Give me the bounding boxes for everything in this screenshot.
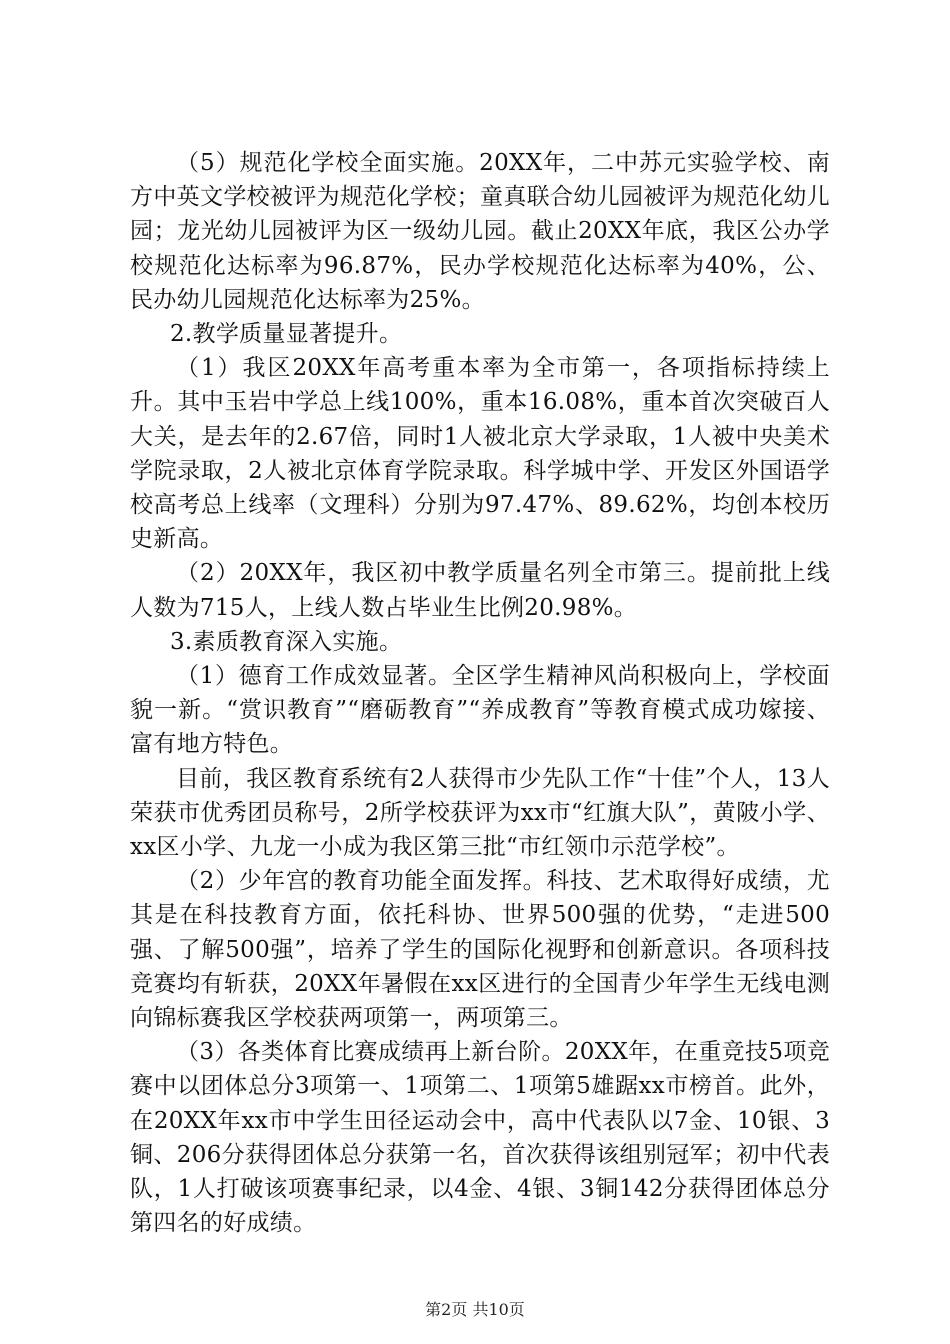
- page-number-footer: 第2页 共10页: [425, 1300, 525, 1319]
- paragraph-sports-competitions: （3）各类体育比赛成绩再上新台阶。20XX年，在重竞技5项竞赛中以团体总分3项第一、1项第二、1项第5雄踞xx市榜首。此外，在20XX年xx市中学生田径运动会中，高中代表队以7金、10银、3铜、206分获得团体总分获第一名，首次获得该组别冠军；初中代表队，1人打破该项赛事纪录，以4金、4银、3铜142分获得团体总分第四名的好成绩。: [130, 1039, 830, 1237]
- paragraph-normalization-schools: （5）规范化学校全面实施。20XX年，二中苏元实验学校、南方中英文学校被评为规范化学校；童真联合幼儿园被评为规范化幼儿园；龙光幼儿园被评为区一级幼儿园。截止20XX年底，我区公办学校规范化达标率为96.87%，民办学校规范化达标率为40%，公、民办幼儿园规范化达标率为25%。: [130, 150, 830, 313]
- document-body: [130, 146, 830, 1241]
- paragraph-junior-high-quality: （2）20XX年，我区初中教学质量名列全市第三。提前批上线人数为715人，上线人数占毕业生比例20.98%。: [130, 560, 830, 621]
- section-heading-teaching-quality: 2.教学质量显著提升。: [170, 321, 403, 348]
- section-heading-quality-education: 3.素质教育深入实施。: [170, 628, 403, 655]
- paragraph-youth-palace: （2）少年宫的教育功能全面发挥。科技、艺术取得好成绩，尤其是在科技教育方面，依托科协、世界500强的优势，“走进500强、了解500强”，培养了学生的国际化视野和创新意识。各项科技竞赛均有斩获，20XX年暑假在xx区进行的全国青少年学生无线电测向锦标赛我区学校获两项第一，两项第三。: [130, 868, 830, 1032]
- paragraph-young-pioneers: 目前，我区教育系统有2人获得市少先队工作“十佳”个人，13人荣获市优秀团员称号，2所学校获评为xx市“红旗大队”，黄陂小学、xx区小学、九龙一小成为我区第三批“市红领巾示范学校”。: [130, 765, 830, 861]
- paragraph-college-entrance-exam: （1）我区20XX年高考重本率为全市第一，各项指标持续上升。其中玉岩中学总上线100%，重本16.08%，重本首次突破百人大关，是去年的2.67倍，同时1人被北京大学录取，1人被中央美术学院录取，2人被北京体育学院录取。科学城中学、开发区外国语学校高考总上线率（文理科）分别为97.47%、89.62%，均创本校历史新高。: [130, 355, 830, 553]
- paragraph-moral-education: （1）德育工作成效显著。全区学生精神风尚积极向上，学校面貌一新。“赏识教育”“磨砺教育”“养成教育”等教育模式成功嫁接、富有地方特色。: [130, 663, 830, 758]
